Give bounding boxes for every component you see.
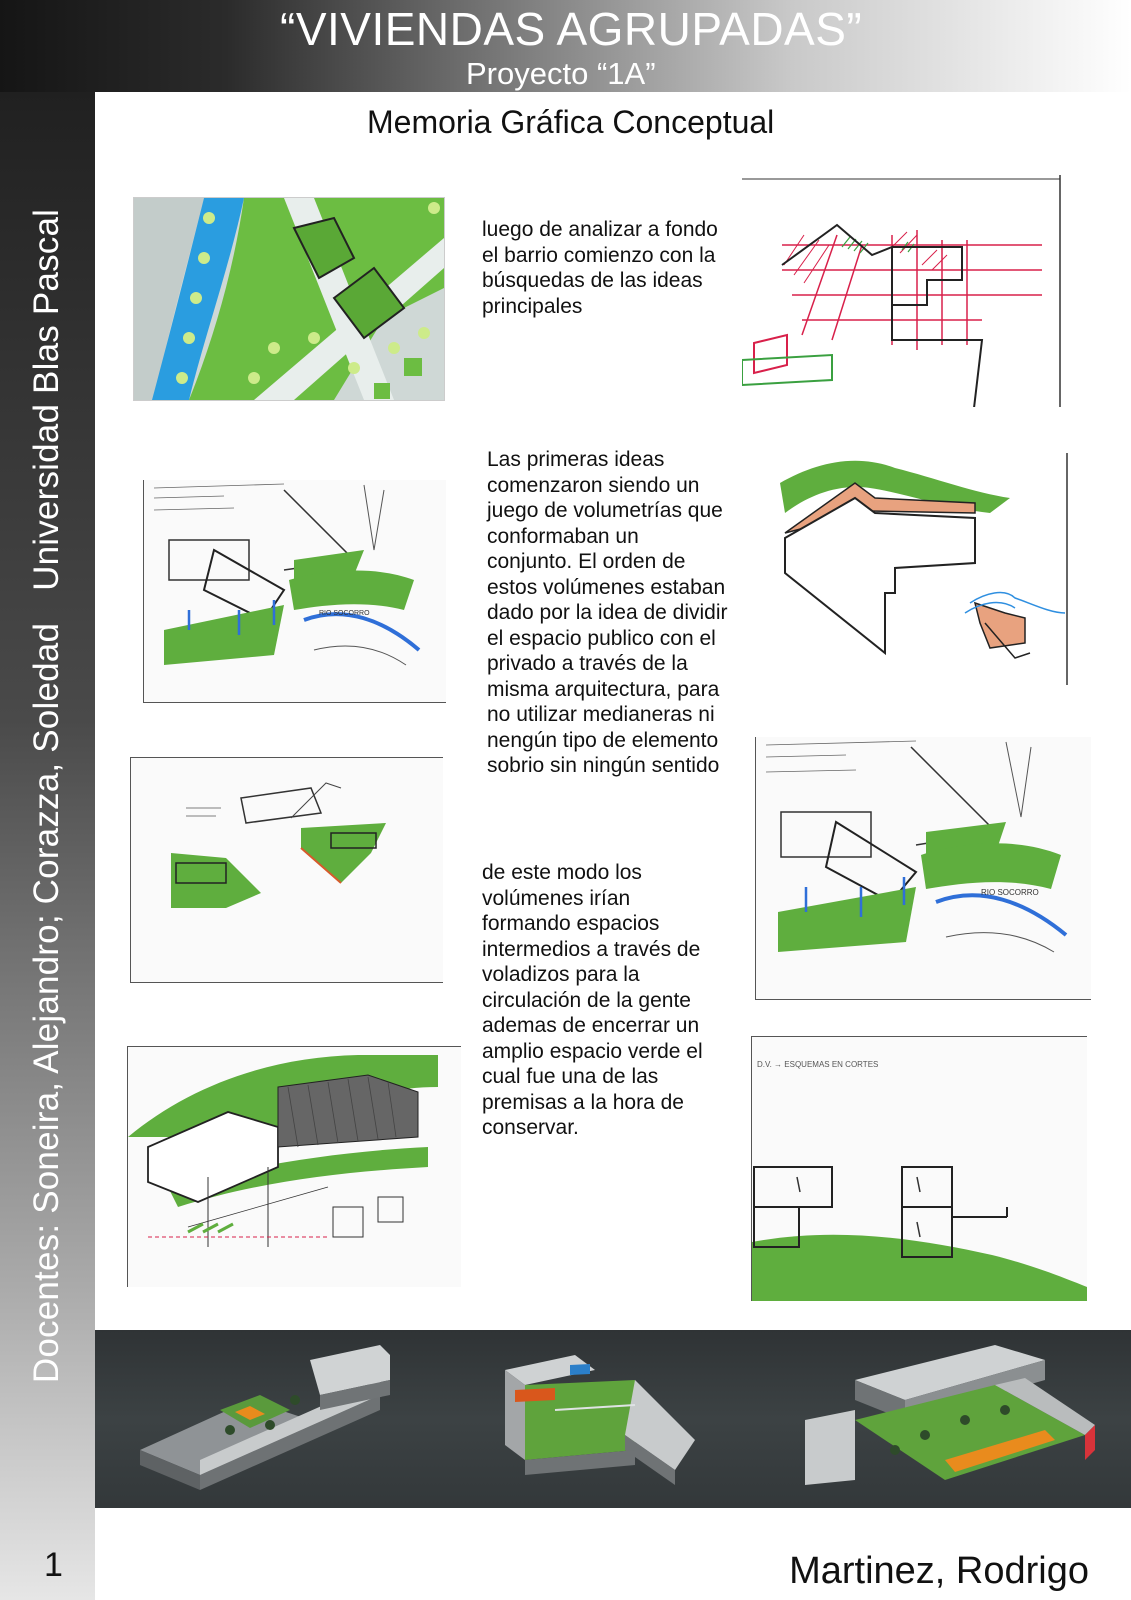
paragraph-2-line: misma arquitectura, para — [487, 677, 720, 701]
volume-concept-sketch — [775, 453, 1071, 685]
paragraph-3 — [482, 860, 703, 1141]
paragraph-3-line: voladizos para la — [482, 963, 640, 986]
renders-band — [95, 1330, 1131, 1508]
section-title: Memoria Gráfica Conceptual — [367, 104, 775, 140]
paragraph-3-line: ademas de encerrar un — [482, 1014, 700, 1037]
author-name: Martinez, Rodrigo — [789, 1550, 1089, 1592]
paragraph-2-line: el espacio publico con el — [487, 626, 716, 650]
site-model-photo — [133, 197, 445, 401]
sidebar-credits — [27, 209, 67, 1383]
river-label: RIO SOCORRO — [981, 888, 1039, 897]
page-subtitle: Proyecto “1A” — [466, 56, 656, 91]
paragraph-2-line: nengún tipo de elemento — [487, 728, 719, 752]
page-number: 1 — [44, 1546, 63, 1584]
paragraph-2-line: Las primeras ideas — [487, 448, 665, 471]
paragraph-3-line: cual fue una de las — [482, 1065, 659, 1088]
paragraph-2-line: conjunto. El orden de — [487, 550, 686, 573]
site-plan-sketch — [143, 480, 446, 703]
paragraph-3-line: de este modo los — [482, 861, 642, 884]
paragraph-2-line: juego de volumetrías que — [487, 499, 723, 522]
paragraph-1-line: búsquedas de las ideas — [482, 269, 703, 292]
grid-concept-sketch — [742, 175, 1062, 407]
river-label: RIO SOCORRO — [319, 610, 370, 617]
site-plan-sketch-detail — [755, 737, 1091, 1000]
paragraph-2-line: dado por la idea de dividir — [487, 601, 728, 624]
paragraph-2-line: estos volúmenes estaban — [487, 575, 726, 599]
perspective-sketch — [127, 1046, 461, 1287]
page-title: “VIVIENDAS AGRUPADAS” — [280, 3, 863, 55]
render-view-1 — [130, 1340, 410, 1500]
paragraph-3-line: circulación de la gente — [482, 988, 691, 1012]
paragraph-3-line: volúmenes irían — [482, 886, 631, 910]
header-band — [0, 0, 1131, 92]
paragraph-3-line: intermedios a través de — [482, 937, 701, 961]
sidebar-band — [0, 0, 95, 1600]
paragraph-2-line: privado a través de la — [487, 652, 688, 675]
docentes-text: Docentes: Soneira, Alejandro; Corazza, Soledad — [27, 622, 66, 1384]
paragraph-3-line: premisas a la hora de — [482, 1090, 684, 1114]
paragraph-2-line: conformaban un — [487, 524, 639, 548]
section-diagram-sketch — [751, 1036, 1087, 1301]
paragraph-2-line: comenzaron siendo un — [487, 473, 700, 497]
render-view-3 — [795, 1340, 1105, 1500]
sections-sketch-a — [130, 757, 443, 983]
paragraph-3-line: conservar. — [482, 1116, 579, 1139]
paragraph-3-line: amplio espacio verde el — [482, 1039, 703, 1063]
sections-label: D.V. → ESQUEMAS EN CORTES — [757, 1060, 879, 1069]
university-text: Universidad Blas Pascal — [27, 208, 66, 591]
paragraph-2-line: no utilizar medianeras ni — [487, 703, 715, 726]
paragraph-1-line: luego de analizar a fondo — [482, 218, 718, 241]
render-view-2 — [495, 1340, 735, 1500]
paragraph-3-line: formando espacios — [482, 912, 660, 935]
paragraph-2-line: sobrio sin ningún sentido — [487, 754, 720, 777]
paragraph-1 — [482, 217, 718, 319]
paragraph-1-line: el barrio comienzo con la — [482, 243, 716, 267]
paragraph-1-line: principales — [482, 294, 583, 318]
paragraph-2 — [487, 447, 728, 779]
